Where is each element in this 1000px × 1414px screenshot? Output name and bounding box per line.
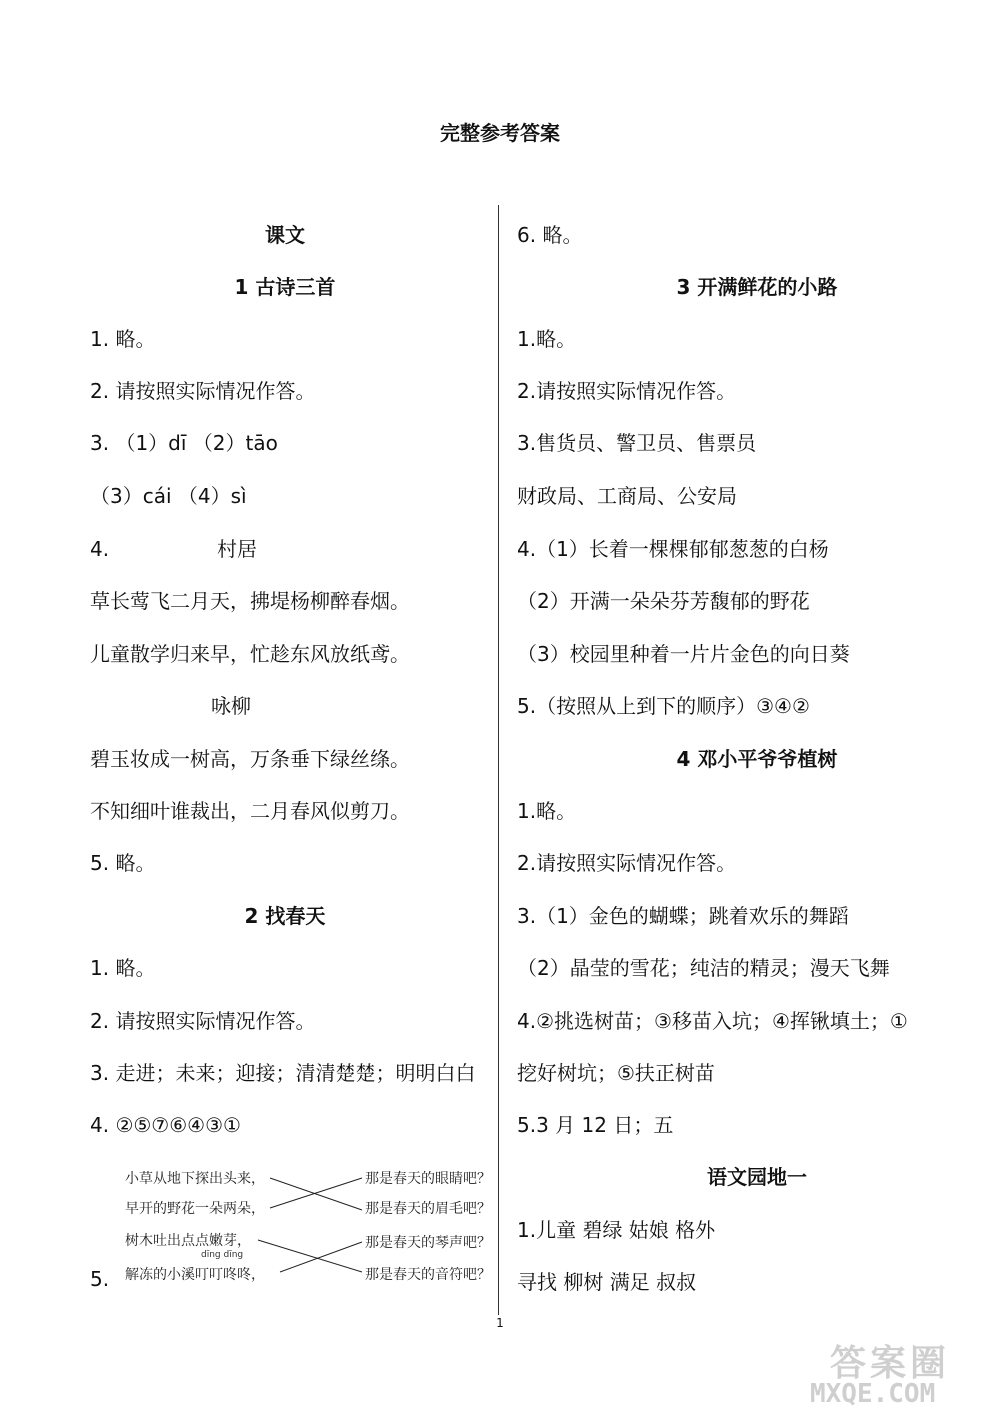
answer-line: 3. （1）dī （2）tāo [90,431,278,455]
answer-line: 寻找 柳树 满足 叔叔 [517,1270,697,1294]
poem-line: 儿童散学归来早，忙趁东风放纸鸢。 [90,642,410,666]
answer-line: 2. 请按照实际情况作答。 [90,1009,316,1033]
poem-title: 村居 [217,537,257,561]
answer-line: 财政局、工商局、公安局 [517,484,737,508]
watermark-url: MXQE.COM [810,1379,936,1409]
answer-line: 4. ②⑤⑦⑥④③① [90,1113,241,1137]
match-right-item: 那是春天的眉毛吧？ [365,1201,491,1217]
answer-line: 挖好树坑；⑤扶正树苗 [517,1061,715,1085]
lesson-1-title: 1 古诗三首 [234,275,336,299]
match-right-item: 那是春天的眼睛吧？ [365,1171,491,1187]
lesson-2-title: 2 找春天 [244,904,326,928]
pinyin-annotation: dīng dīng [201,1250,244,1260]
match-left-item: 早开的野花一朵两朵， [125,1201,265,1217]
page-number: 1 [496,1316,504,1330]
answer-line: （2）晶莹的雪花；纯洁的精灵；漫天飞舞 [517,956,890,980]
answer-line: 1. 略。 [90,327,156,351]
answer-line: 1.略。 [517,327,577,351]
answer-line: 2.请按照实际情况作答。 [517,379,737,403]
poem-title: 咏柳 [211,694,251,718]
match-right-item: 那是春天的音符吧？ [365,1267,491,1283]
answer-line: 4.（1）长着一棵棵郁郁葱葱的白杨 [517,537,829,561]
match-left-item: 解冻的小溪叮叮咚咚， [125,1267,265,1283]
answer-line: 3.（1）金色的蝴蝶；跳着欢乐的舞蹈 [517,904,849,928]
answer-line: 5.（按照从上到下的顺序）③④② [517,694,810,718]
poem-line: 草长莺飞二月天，拂堤杨柳醉春烟。 [90,589,410,613]
answer-number: 5. [90,1267,110,1291]
answer-line: 6. 略。 [517,223,583,247]
answer-line: 4.②挑选树苗；③移苗入坑；④挥锹填土；① [517,1009,908,1033]
matching-exercise [120,1160,500,1290]
answer-line: 2.请按照实际情况作答。 [517,851,737,875]
answer-number: 4. [90,537,110,561]
answer-line: （2）开满一朵朵芬芳馥郁的野花 [517,589,810,613]
lesson-3-title: 3 开满鲜花的小路 [676,275,838,299]
match-left-item: 小草从地下探出头来， [125,1171,265,1187]
poem-line: 不知细叶谁裁出，二月春风似剪刀。 [90,799,410,823]
answer-line: 5.3 月 12 日；五 [517,1113,674,1137]
answer-line: 1. 略。 [90,956,156,980]
answer-line: 1.儿童 碧绿 姑娘 格外 [517,1218,716,1242]
match-left-item: 树木吐出点点嫩芽， [125,1233,251,1249]
match-right-item: 那是春天的琴声吧？ [365,1235,491,1251]
poem-line: 碧玉妆成一树高，万条垂下绿丝绦。 [90,747,410,771]
answer-line: 3.售货员、警卫员、售票员 [517,431,757,455]
yuwen-yuandi-title: 语文园地一 [707,1165,807,1189]
answer-line: 1.略。 [517,799,577,823]
lesson-4-title: 4 邓小平爷爷植树 [676,747,838,771]
section-heading: 课文 [265,223,305,247]
answer-line: 3. 走进；未来；迎接；清清楚楚；明明白白 [90,1061,476,1085]
match-lines [120,1160,500,1290]
answer-line: 5. 略。 [90,851,156,875]
column-divider [498,205,499,1315]
answer-line: 2. 请按照实际情况作答。 [90,379,316,403]
watermark-logo [790,1335,995,1410]
answer-line: （3）校园里种着一片片金色的向日葵 [517,642,850,666]
answer-line: （3）cái （4）sì [90,484,247,508]
watermark-text: 答案圈 [830,1343,951,1384]
page-title: 完整参考答案 [440,121,560,145]
